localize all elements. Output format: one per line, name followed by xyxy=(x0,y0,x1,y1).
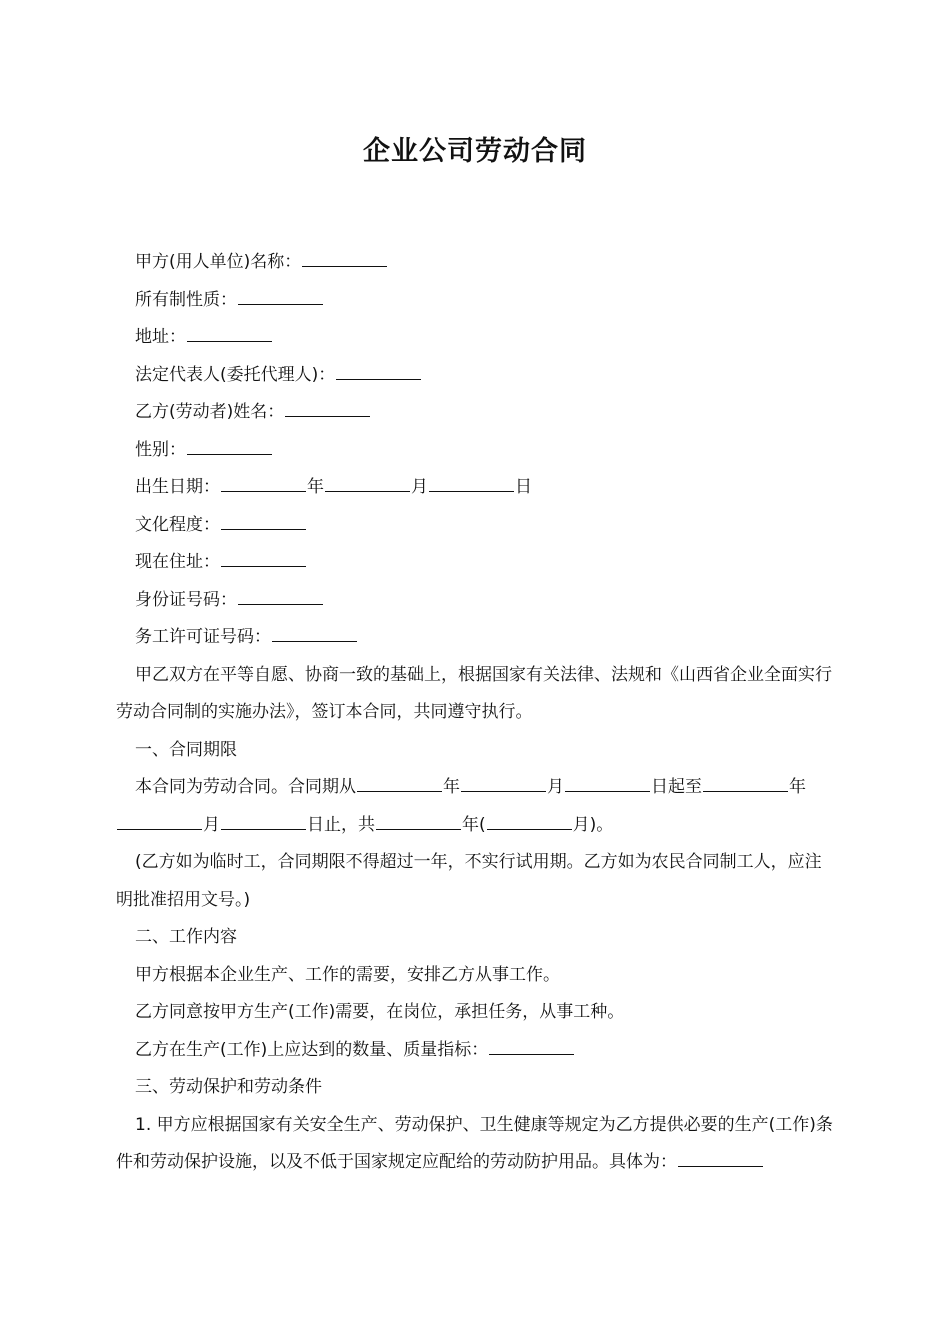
blank-line xyxy=(221,476,306,492)
blank-line xyxy=(357,776,442,792)
blank-line xyxy=(565,776,650,792)
field-label: 现在住址： xyxy=(135,552,220,572)
month-label: 月 xyxy=(203,814,220,835)
field-label: 出生日期： xyxy=(135,477,220,497)
term-text: 日止，共 xyxy=(307,814,375,835)
blank-line xyxy=(376,814,461,830)
field-education xyxy=(116,507,838,545)
blank-line xyxy=(678,1151,763,1167)
blank-line xyxy=(187,439,272,455)
year-label: 年 xyxy=(443,777,460,797)
year-label: 年 xyxy=(307,477,324,497)
blank-line xyxy=(487,814,572,830)
month-label: 月 xyxy=(547,777,564,797)
page-title: 企业公司劳动合同 xyxy=(363,136,587,167)
field-work-permit xyxy=(116,619,838,657)
field-label: 务工许可证号码： xyxy=(135,627,271,647)
blank-line xyxy=(703,776,788,792)
field-current-address xyxy=(116,544,838,582)
blank-line xyxy=(272,626,357,642)
field-label: 甲方(用人单位)名称： xyxy=(135,252,302,272)
work-paragraph-1: 甲方根据本企业生产、工作的需要，安排乙方从事工作。 xyxy=(135,964,560,985)
section-heading-work: 二、工作内容 xyxy=(135,927,237,947)
term-text: 本合同为劳动合同。合同期从 xyxy=(135,777,356,797)
field-birth-date xyxy=(116,469,838,507)
section-heading-protection: 三、劳动保护和劳动条件 xyxy=(135,1077,322,1097)
field-party-b-name xyxy=(116,394,838,432)
term-note: (乙方如为临时工，合同期限不得超过一年，不实行试用期。乙方如为农民合同制工人，应注明批准招用文号。) xyxy=(116,852,822,910)
field-label: 身份证号码： xyxy=(135,589,237,610)
blank-line xyxy=(489,1039,574,1055)
blank-line xyxy=(302,251,387,267)
blank-line xyxy=(238,289,323,305)
field-party-a-name xyxy=(116,244,838,282)
blank-line xyxy=(238,589,323,605)
field-label: 性别： xyxy=(135,439,186,460)
month-label: 月 xyxy=(411,477,428,497)
term-text: 年( xyxy=(462,814,486,835)
blank-line xyxy=(117,814,202,830)
year-label: 年 xyxy=(789,777,806,797)
work-paragraph-2: 乙方同意按甲方生产(工作)需要，在岗位，承担任务，从事工种。 xyxy=(135,1002,625,1022)
section-heading-term: 一、合同期限 xyxy=(135,739,237,760)
field-ownership xyxy=(116,282,838,320)
blank-line xyxy=(221,551,306,567)
field-label: 乙方(劳动者)姓名： xyxy=(135,402,285,422)
blank-line xyxy=(429,476,514,492)
protection-text: 1. 甲方应根据国家有关安全生产、劳动保护、卫生健康等规定为乙方提供必要的生产(工作)条件和劳动保护设施，以及不低于国家规定应配给的劳动防护用品。具体为： xyxy=(116,1114,833,1172)
term-text: 日起至 xyxy=(651,777,702,797)
field-gender xyxy=(116,432,838,470)
protection-item-1 xyxy=(116,1107,838,1182)
intro-paragraph: 甲乙双方在平等自愿、协商一致的基础上，根据国家有关法律、法规和《山西省企业全面实行劳动合同制的实施办法》，签订本合同，共同遵守执行。 xyxy=(116,664,832,722)
field-id-number xyxy=(116,582,838,620)
field-label: 地址： xyxy=(135,327,186,347)
field-label: 所有制性质： xyxy=(135,289,237,310)
field-label: 文化程度： xyxy=(135,514,220,535)
blank-line xyxy=(187,326,272,342)
blank-line xyxy=(336,364,421,380)
field-legal-rep xyxy=(116,357,838,395)
blank-line xyxy=(325,476,410,492)
blank-line xyxy=(461,776,546,792)
contract-body xyxy=(116,244,838,1182)
work-text: 乙方在生产(工作)上应达到的数量、质量指标： xyxy=(135,1039,489,1060)
field-address xyxy=(116,319,838,357)
blank-line xyxy=(221,514,306,530)
term-paragraph xyxy=(116,769,838,844)
field-label: 法定代表人(委托代理人)： xyxy=(135,364,336,385)
term-text: 月)。 xyxy=(572,814,614,835)
blank-line xyxy=(221,814,306,830)
work-paragraph-3 xyxy=(116,1032,838,1070)
blank-line xyxy=(285,401,370,417)
day-label: 日 xyxy=(515,477,532,497)
